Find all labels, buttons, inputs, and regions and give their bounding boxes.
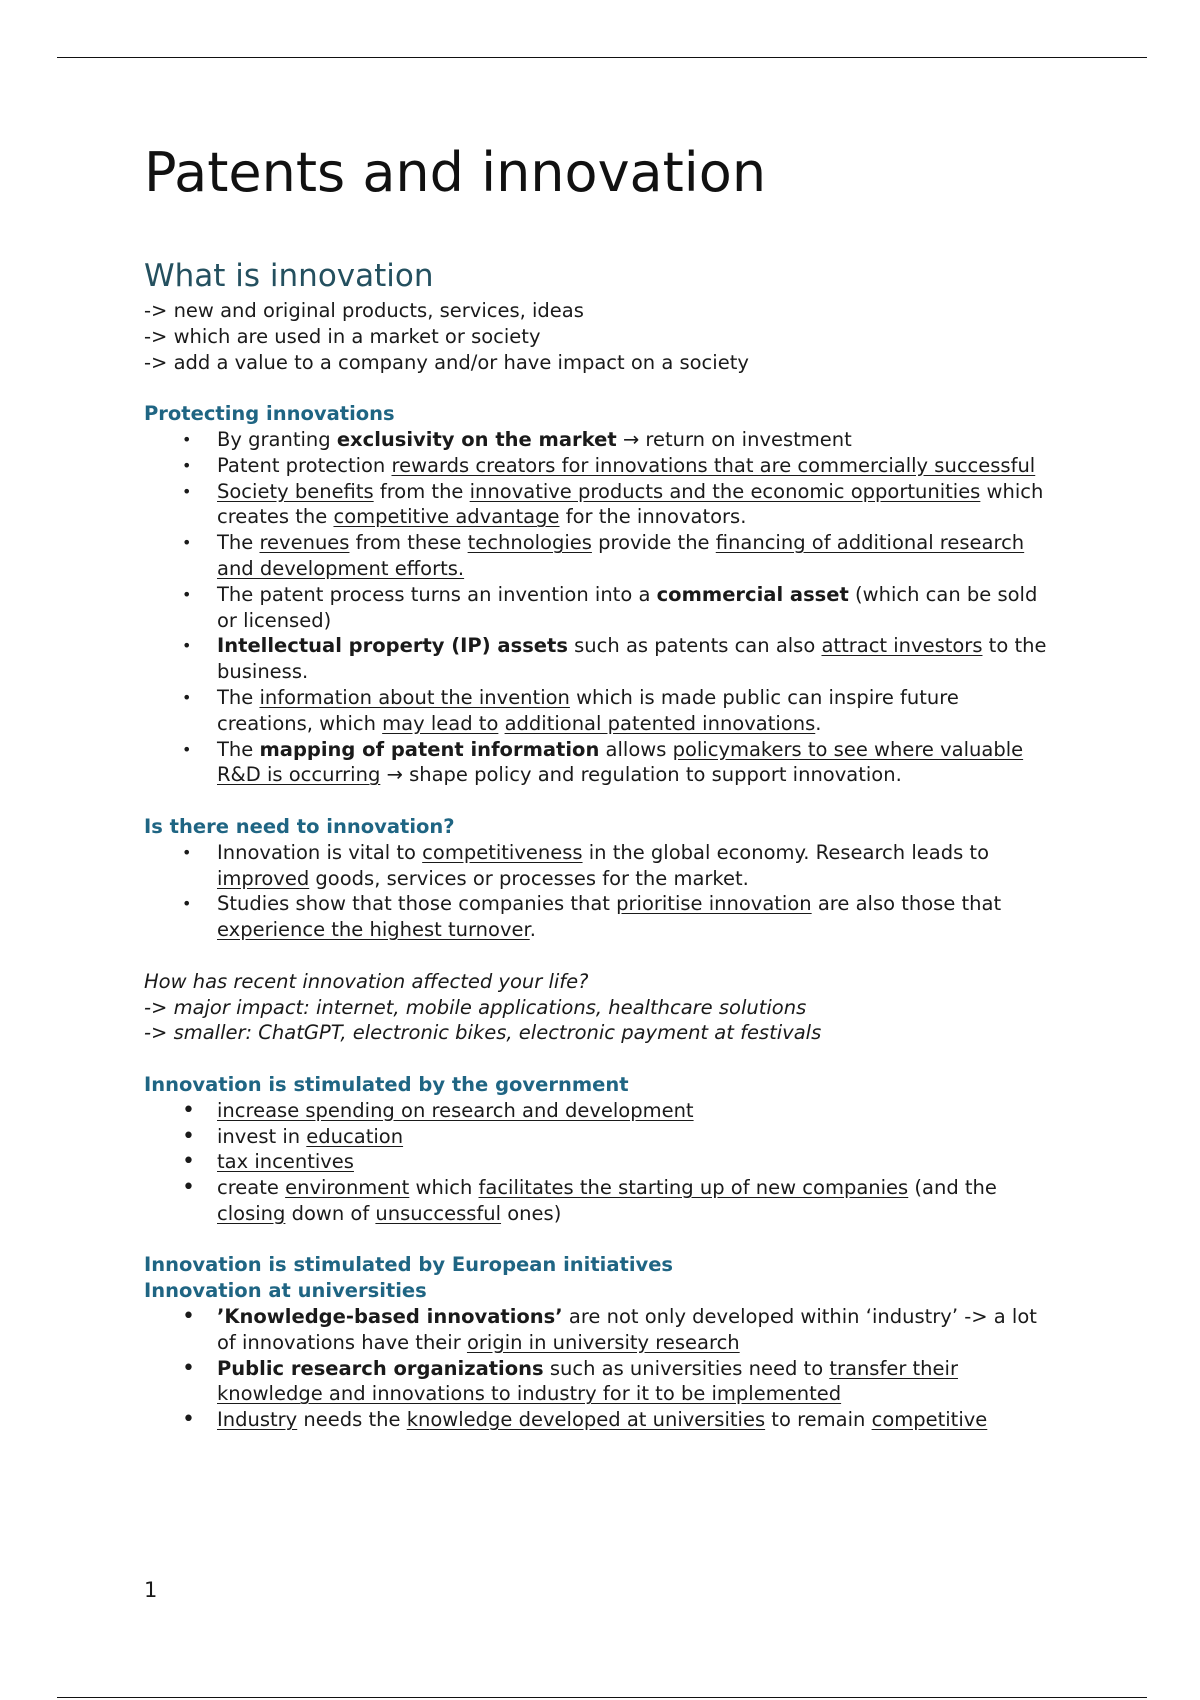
text: provide the xyxy=(591,531,716,555)
underlined-text: technologies xyxy=(467,531,592,555)
italic-line: How has recent innovation affected your life? xyxy=(144,969,589,993)
underlined-text: innovative products and the economic opportunities xyxy=(469,479,981,503)
document-body xyxy=(144,138,1064,1433)
list-item xyxy=(144,685,1052,737)
text: → return on investment xyxy=(616,427,852,451)
text: The patent process turns an invention into a xyxy=(217,582,657,606)
text: for the innovators. xyxy=(559,505,747,529)
text: which xyxy=(409,1176,479,1200)
list-item xyxy=(144,1304,1052,1356)
document-title: Patents and innovation xyxy=(144,141,767,204)
italic-line: -> major impact: internet, mobile applications, healthcare solutions xyxy=(144,995,807,1019)
italic-line: -> smaller: ChatGPT, electronic bikes, electronic payment at festivals xyxy=(144,1021,822,1045)
underlined-text: Industry xyxy=(217,1408,298,1432)
underlined-text: may lead to xyxy=(382,711,499,735)
text: The xyxy=(217,737,260,761)
underlined-text: attract investors xyxy=(821,634,983,658)
text: down of xyxy=(285,1201,376,1225)
bullet-list xyxy=(144,427,1064,788)
underlined-text: Society benefits xyxy=(217,479,374,503)
spacer xyxy=(144,375,1064,401)
text: (and the xyxy=(908,1176,997,1200)
text: to remain xyxy=(765,1408,872,1432)
list-item xyxy=(144,1356,1052,1408)
underlined-text: competitiveness xyxy=(422,840,583,864)
text: goods, services or processes for the market. xyxy=(309,866,749,890)
underlined-text: education xyxy=(306,1124,404,1148)
text: are also those that xyxy=(811,892,1002,916)
page-number: 1 xyxy=(144,1578,158,1602)
text: The xyxy=(217,685,260,709)
text: Patent protection xyxy=(217,453,392,477)
text: invest in xyxy=(217,1124,307,1148)
underlined-text: financing of additional research and development efforts. xyxy=(217,531,1025,580)
underlined-text: environment xyxy=(285,1176,410,1200)
underlined-text: increase spending on research and development xyxy=(217,1098,694,1122)
underlined-text: competitive xyxy=(871,1408,988,1432)
list-item xyxy=(144,1098,1052,1124)
text: are not only developed within ‘industry’ -> a lot of innovations have their xyxy=(217,1305,1037,1354)
text: By granting xyxy=(217,427,337,451)
text: in the global economy. Research leads to xyxy=(582,840,989,864)
underlined-text: transfer their knowledge and innovations to industry for it to be implemented xyxy=(217,1356,958,1406)
section-heading: What is innovation xyxy=(144,258,434,294)
underlined-text: closing xyxy=(217,1201,286,1225)
subsection-heading: Protecting innovations xyxy=(144,402,395,426)
list-item xyxy=(144,840,1052,892)
underlined-text: improved xyxy=(217,866,310,890)
bold-text: exclusivity on the market xyxy=(336,427,617,451)
subsection-heading: Is there need to innovation? xyxy=(144,814,455,838)
spacer xyxy=(144,1046,1064,1072)
list-item xyxy=(144,453,1052,479)
underlined-text: facilitates the starting up of new companies xyxy=(478,1176,909,1200)
spacer xyxy=(144,943,1064,969)
text: such as universities need to xyxy=(543,1356,830,1380)
intro-line: -> new and original products, services, ideas xyxy=(144,299,584,322)
text: The xyxy=(217,531,260,555)
bold-text: ’Knowledge-based innovations’ xyxy=(217,1305,563,1329)
bold-text: Intellectual property (IP) assets xyxy=(217,634,568,658)
underlined-text: additional patented innovations xyxy=(504,711,816,735)
text: allows xyxy=(599,737,673,761)
underlined-text: unsuccessful xyxy=(375,1201,502,1225)
header-rule xyxy=(57,57,1147,58)
text: from the xyxy=(373,479,470,503)
text: from these xyxy=(349,531,468,555)
underlined-text: origin in university research xyxy=(466,1330,740,1354)
text: to the business. xyxy=(217,634,1047,684)
text: ones) xyxy=(501,1201,562,1225)
spacer xyxy=(144,1227,1064,1253)
underlined-text: rewards creators for innovations that are commercially successful xyxy=(391,453,1036,477)
text: . xyxy=(529,918,536,942)
footer-rule xyxy=(57,1697,1147,1698)
text: Studies show that those companies that xyxy=(217,892,617,916)
bold-text: commercial asset xyxy=(656,582,849,606)
list-item xyxy=(144,1175,1052,1227)
underlined-text: knowledge developed at universities xyxy=(406,1408,766,1432)
underlined-text: information about the invention xyxy=(259,685,570,709)
spacer xyxy=(144,788,1064,814)
text: create xyxy=(217,1176,286,1200)
text: which creates the xyxy=(217,479,1044,529)
text: (which can be sold or licensed) xyxy=(217,582,1038,632)
underlined-text: revenues xyxy=(259,531,350,555)
bullet-list xyxy=(144,840,1064,943)
list-item xyxy=(144,530,1052,582)
underlined-text: competitive advantage xyxy=(333,505,560,529)
text: . xyxy=(815,711,822,735)
list-item xyxy=(144,1149,1052,1175)
list-item xyxy=(144,633,1052,685)
subsection-heading: Innovation is stimulated by European initiatives xyxy=(144,1253,674,1277)
list-item xyxy=(144,427,1052,453)
bold-text: Public research organizations xyxy=(217,1356,544,1380)
intro-line: -> add a value to a company and/or have impact on a society xyxy=(144,350,749,374)
text: → shape policy and regulation to support innovation. xyxy=(380,763,902,787)
text: Innovation is vital to xyxy=(217,840,423,864)
list-item xyxy=(144,891,1052,943)
subsection-heading: Innovation is stimulated by the government xyxy=(144,1072,629,1096)
bullet-list xyxy=(144,1098,1064,1227)
text: which is made public can inspire future creations, which xyxy=(217,685,959,735)
list-item xyxy=(144,582,1052,634)
bold-text: mapping of patent information xyxy=(259,737,600,761)
list-item xyxy=(144,737,1052,789)
underlined-text: policymakers to see where valuable R&D is occurring xyxy=(217,737,1024,787)
intro-line: -> which are used in a market or society xyxy=(144,324,541,348)
list-item xyxy=(144,479,1052,531)
underlined-text: tax incentives xyxy=(217,1150,354,1174)
text: such as patents can also xyxy=(567,634,822,658)
list-item xyxy=(144,1124,1052,1150)
list-item xyxy=(144,1407,1052,1433)
bullet-list xyxy=(144,1304,1064,1433)
underlined-text: experience the highest turnover xyxy=(217,918,530,942)
text: needs the xyxy=(297,1408,407,1432)
underlined-text: prioritise innovation xyxy=(616,892,812,916)
subsection-heading: Innovation at universities xyxy=(144,1279,427,1303)
